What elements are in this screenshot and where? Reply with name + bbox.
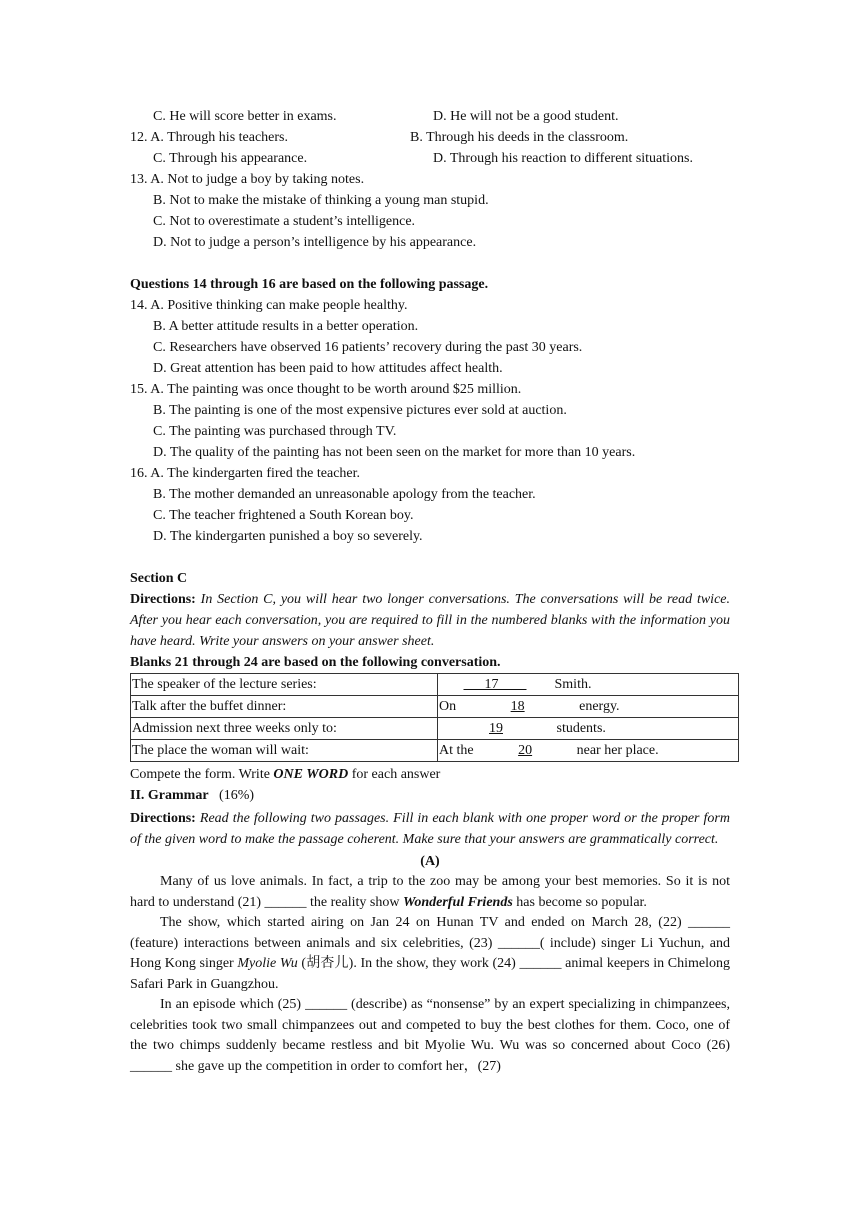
form-row-label: Admission next three weeks only to: [131,718,438,740]
form-row [131,718,739,740]
section-c-directions [130,589,730,652]
q12-options-cd [130,148,730,169]
q13-option-a: 13. A. Not to judge a boy by taking notes. [130,172,365,187]
answer-blank-18[interactable]: 18 [510,699,525,714]
q16-option-a: 16. A. The kindergarten fired the teacher. [130,466,361,481]
q13-option-b: B. Not to make the mistake of thinking a young man stupid. [153,193,489,208]
grammar-title: II. Grammar (16%) [130,788,255,803]
form-note: Compete the form. Write ONE WORD for each answer [130,767,441,782]
q11-option-d: D. He will not be a good student. [433,109,619,124]
section-c-directions-label: Directions: [130,592,196,607]
q14-option-d: D. Great attention has been paid to how attitudes affect health. [153,361,503,376]
passage-paragraph-3: In an episode which (25) ______ (describe) as “nonsense” by an expert specializing in chimpanzees, celebrities took two small chimpanzees out and competed to buy the best clothes for them. Coco, one of the two chimps suddenly became restless and bit Myolie Wu. Wu was so concerned about Coco (26) ______ she gave up the competition in order to comfort her，(27) [130,997,730,1074]
q11-options-cd [130,106,730,127]
answer-blank-17[interactable]: 17 [484,677,499,692]
q15-option-b: B. The painting is one of the most expensive pictures ever sold at auction. [153,403,567,418]
form-row-answer: At the 20 near her place. [438,740,739,762]
q15-option-c: C. The painting was purchased through TV. [153,424,397,439]
answer-blank-20[interactable]: 20 [518,743,533,758]
q13-option-d: D. Not to judge a person’s intelligence by his appearance. [153,235,477,250]
grammar-directions-label: Directions: [130,811,196,826]
q13-option-c: C. Not to overestimate a student’s intelligence. [153,214,416,229]
q12-option-d: D. Through his reaction to different situations. [433,151,693,166]
form-row [131,696,739,718]
passage-paragraph-1: Many of us love animals. In fact, a trip to the zoo may be among your best memories. So it is not hard to understand (21) ______ the reality show Wonderful Friends has become so popular. [130,874,730,910]
grammar-directions-text: Read the following two passages. Fill in each blank with one proper word or the proper form of the given word to make the passage coherent. Make sure that your answers are grammatically correct. [130,811,730,847]
exam-page [130,106,730,1077]
passage-a-label: (A) [420,854,440,869]
q14-option-c: C. Researchers have observed 16 patients’ recovery during the past 30 years. [153,340,583,355]
q16-option-d: D. The kindergarten punished a boy so severely. [153,529,423,544]
q12-option-b: B. Through his deeds in the classroom. [410,130,629,145]
q11-option-c: C. He will score better in exams. [153,109,337,124]
q15-option-a: 15. A. The painting was once thought to be worth around $25 million. [130,382,522,397]
passage-paragraph-2: The show, which started airing on Jan 24 on Hunan TV and ended on March 28, (22) ______ (feature) interactions between animals and six celebrities, (23) ______( include) singer Li Yuchun, and Hong Kong singer Myolie Wu (胡杏儿). In the show, they work (24) ______ animal keepers in Chimelong Safari Park in Guangzhou. [130,915,730,992]
passage-heading: Questions 14 through 16 are based on the following passage. [130,277,489,292]
q14-option-b: B. A better attitude results in a better operation. [153,319,419,334]
section-c-title: Section C [130,571,188,586]
section-c-directions-text: In Section C, you will hear two longer conversations. The conversations will be read twice. After you hear each conversation, you are required to fill in the numbered blanks with the information you have heard. Write your answers on your answer sheet. [130,592,731,649]
q12-option-a: 12. A. Through his teachers. [130,130,288,145]
form-row-answer: 17 Smith. [438,674,739,696]
q12-options-ab [130,127,730,148]
form-row-label: The place the woman will wait: [131,740,438,762]
form-row-answer: On 18 energy. [438,696,739,718]
form-row-answer: 19 students. [438,718,739,740]
answer-blank-19[interactable]: 19 [489,721,503,736]
q12-option-c: C. Through his appearance. [153,151,308,166]
grammar-directions [130,808,730,850]
q14-option-a: 14. A. Positive thinking can make people healthy. [130,298,408,313]
blanks-heading: Blanks 21 through 24 are based on the following conversation. [130,655,501,670]
form-row [131,674,739,696]
q16-option-b: B. The mother demanded an unreasonable apology from the teacher. [153,487,536,502]
q15-option-d: D. The quality of the painting has not been seen on the market for more than 10 years. [153,445,636,460]
form-row-label: The speaker of the lecture series: [131,674,438,696]
fill-in-form [130,673,739,762]
q16-option-c: C. The teacher frightened a South Korean boy. [153,508,414,523]
form-row-label: Talk after the buffet dinner: [131,696,438,718]
form-row [131,740,739,762]
